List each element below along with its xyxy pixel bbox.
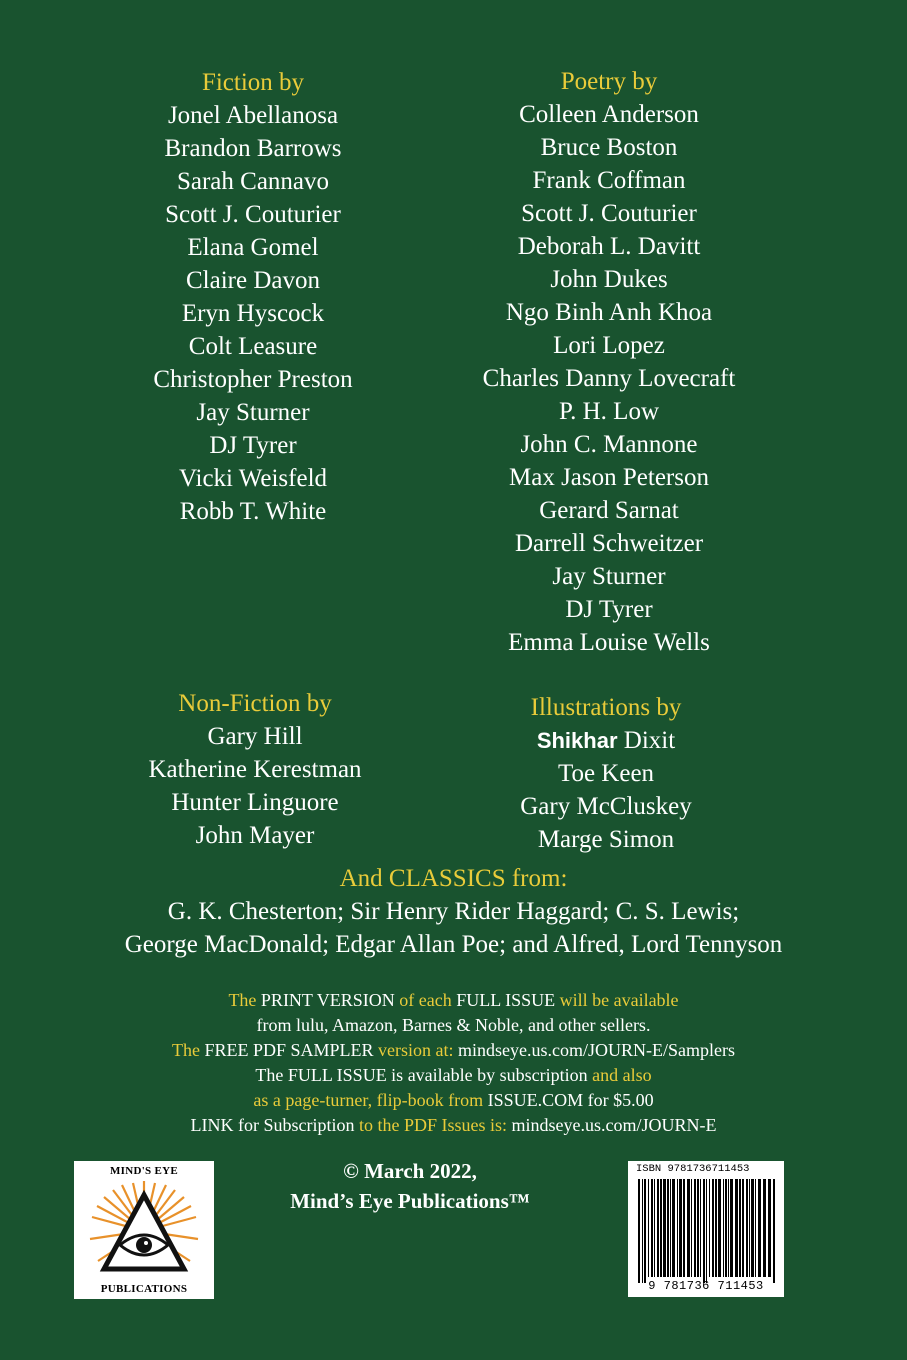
illustrations-section <box>450 691 762 856</box>
poetry-author-name: John C. Mannone <box>520 431 698 458</box>
info-text: version at: <box>373 1040 459 1060</box>
isbn-barcode <box>628 1161 784 1297</box>
poetry-section <box>456 65 762 659</box>
illustrator-name <box>450 724 762 757</box>
info-text: The <box>171 1040 205 1060</box>
fiction-author-name: Jay Sturner <box>196 399 310 426</box>
info-text: The <box>228 990 261 1010</box>
classics-line-2: George MacDonald; Edgar Allan Poe; and Alfred, Lord Tennyson <box>124 931 783 958</box>
nonfiction-heading: Non-Fiction by <box>178 690 332 717</box>
nonfiction-author-name: John Mayer <box>195 822 315 849</box>
fiction-author-name: DJ Tyrer <box>209 432 297 459</box>
illustrations-heading: Illustrations by <box>530 694 682 721</box>
info-text: and also <box>587 1065 652 1085</box>
illustrator-last-name: Dixit <box>623 727 676 754</box>
info-text: to the PDF Issues is: <box>354 1115 512 1135</box>
fiction-author-name: Brandon Barrows <box>164 135 342 162</box>
info-line-2: from lulu, Amazon, Barnes & Noble, and other sellers. <box>256 1015 651 1035</box>
illustrator-author-name: Marge Simon <box>537 826 675 853</box>
fiction-heading: Fiction by <box>201 69 305 96</box>
fiction-author-name: Claire Davon <box>186 267 320 294</box>
poetry-author-name: Jay Sturner <box>552 563 666 590</box>
fiction-author-name: Scott J. Couturier <box>165 201 341 228</box>
poetry-author-name: Charles Danny Lovecraft <box>482 365 736 392</box>
classics-section <box>40 862 867 961</box>
illustrator-author-name: Gary McCluskey <box>520 793 692 820</box>
barcode-digits: 9 781736 711453 <box>648 1279 764 1293</box>
info-text: ISSUE.COM for $5.00 <box>487 1090 654 1110</box>
poetry-heading: Poetry by <box>560 68 658 95</box>
poetry-author-name: Lori Lopez <box>553 332 665 359</box>
poetry-author-name: Colleen Anderson <box>519 101 699 128</box>
classics-line-1: G. K. Chesterton; Sir Henry Rider Haggard; C. S. Lewis; <box>167 898 740 925</box>
logo-bottom-text: PUBLICATIONS <box>100 1283 188 1295</box>
isbn-label: ISBN 9781736711453 <box>636 1163 750 1175</box>
illustrator-author-name: Toe Keen <box>557 760 655 787</box>
nonfiction-author-list <box>100 720 410 852</box>
fiction-author-name: Elana Gomel <box>187 234 319 261</box>
fiction-author-list <box>100 99 406 528</box>
info-line-1 <box>60 988 847 1013</box>
fiction-author-name: Colt Leasure <box>188 333 318 360</box>
nonfiction-section <box>100 687 410 852</box>
fiction-author-name: Jonel Abellanosa <box>167 102 339 129</box>
fiction-author-name: Vicki Weisfeld <box>178 465 328 492</box>
copyright-line-2: Mind’s Eye Publications™ <box>290 1189 530 1213</box>
poetry-author-name: Scott J. Couturier <box>521 200 697 227</box>
info-text: The FULL ISSUE is available by subscription <box>255 1065 588 1085</box>
nonfiction-author-name: Gary Hill <box>207 723 303 750</box>
poetry-author-name: John Dukes <box>550 266 668 293</box>
poetry-author-name: Bruce Boston <box>540 134 678 161</box>
info-text: LINK for Subscription <box>190 1115 355 1135</box>
poetry-author-name: Ngo Binh Anh Khoa <box>505 299 713 326</box>
copyright-line-1: © March 2022, <box>343 1159 477 1183</box>
nonfiction-author-name: Hunter Linguore <box>171 789 339 816</box>
info-text: PRINT VERSION <box>260 990 395 1010</box>
info-text: FREE PDF SAMPLER <box>204 1040 374 1060</box>
copyright-notice <box>240 1156 580 1216</box>
fiction-author-name: Sarah Cannavo <box>176 168 330 195</box>
fiction-author-name: Robb T. White <box>179 498 327 525</box>
sampler-link[interactable]: mindseye.us.com/JOURN-E/Samplers <box>458 1040 735 1060</box>
info-line-3 <box>60 1038 847 1063</box>
info-text: of each <box>394 990 457 1010</box>
poetry-author-name: Max Jason Peterson <box>509 464 709 491</box>
nonfiction-author-name: Katherine Kerestman <box>148 756 362 783</box>
fiction-author-name: Christopher Preston <box>153 366 353 393</box>
poetry-author-list <box>456 98 762 659</box>
logo-top-text: MIND'S EYE <box>109 1165 179 1177</box>
poetry-author-name: Frank Coffman <box>532 167 686 194</box>
publisher-logo <box>74 1161 214 1299</box>
poetry-author-name: Deborah L. Davitt <box>517 233 701 260</box>
poetry-author-name: Darrell Schweitzer <box>514 530 704 557</box>
info-text: FULL ISSUE <box>456 990 556 1010</box>
poetry-author-name: Gerard Sarnat <box>539 497 679 524</box>
info-line-4 <box>60 1063 847 1088</box>
info-text: will be available <box>555 990 679 1010</box>
all-seeing-eye-icon <box>74 1161 214 1299</box>
fiction-section <box>100 66 406 528</box>
availability-info <box>60 988 847 1138</box>
info-text: as a page-turner, flip-book from <box>253 1090 488 1110</box>
subscription-link[interactable]: mindseye.us.com/JOURN-E <box>511 1115 717 1135</box>
poetry-author-name: Emma Louise Wells <box>508 629 710 656</box>
poetry-author-name: P. H. Low <box>558 398 659 425</box>
poetry-author-name: DJ Tyrer <box>565 596 653 623</box>
info-line-6 <box>60 1113 847 1138</box>
classics-heading: And CLASSICS from: <box>339 865 568 892</box>
illustrator-first-name: Shikhar <box>536 728 618 753</box>
fiction-author-name: Eryn Hyscock <box>181 300 325 327</box>
info-line-5 <box>60 1088 847 1113</box>
illustrator-list <box>450 757 762 856</box>
barcode-bars <box>628 1161 784 1297</box>
